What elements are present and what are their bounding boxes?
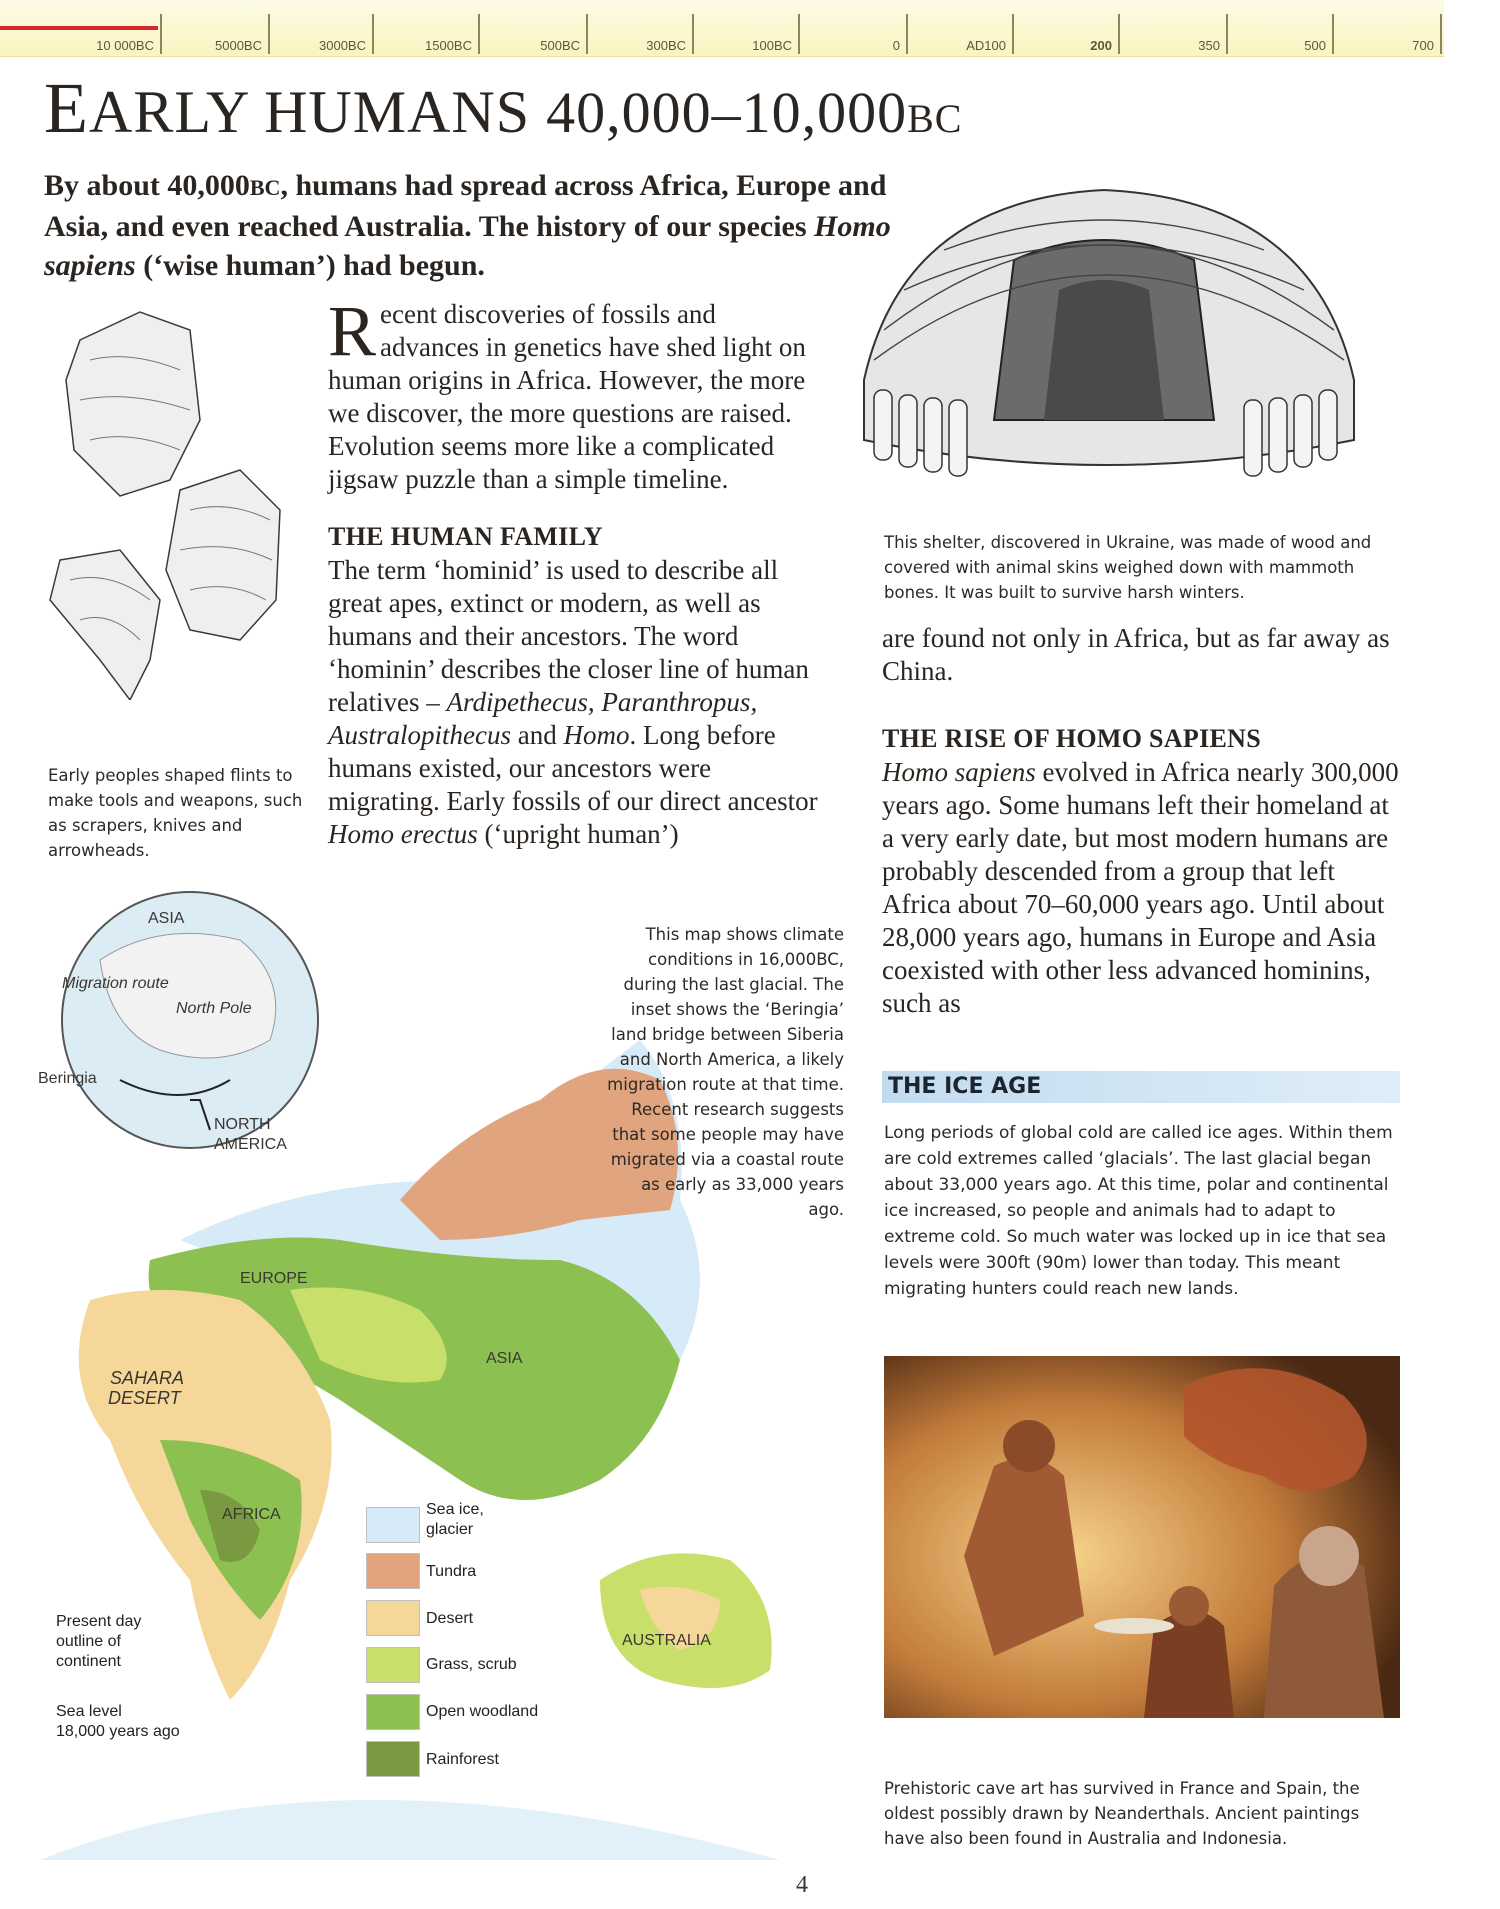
legend-label-woodland: Open woodland	[426, 1703, 539, 1720]
intro-bc: BC	[249, 175, 281, 200]
timeline-tick	[692, 14, 694, 54]
legend-swatch-woodland	[366, 1694, 420, 1730]
inset-label-migration: Migration route	[62, 975, 169, 992]
timeline-label: 700	[1412, 38, 1434, 53]
opening-text: ecent discoveries of fossils and advances in genetics have shed light on human origins in Africa. However, the more we discover, the more questions are raised. Evolution seems more like a complicated jigsaw puzzle than a simple timeline.	[328, 299, 806, 494]
intro-text: (‘wise human’) had begun.	[135, 249, 485, 282]
title-dates: 40,000–10,000	[546, 80, 908, 145]
intro-text: By about 40,000	[44, 169, 250, 202]
ice-age-heading: THE ICE AGE	[882, 1071, 1400, 1103]
article-column-left	[328, 291, 818, 851]
article-column-right	[882, 622, 1400, 1020]
legend-label-glacier: glacier	[426, 1521, 474, 1538]
family-homo: Homo	[563, 720, 630, 750]
legend-swatch-sea-ice	[366, 1507, 420, 1543]
legend-swatch-tundra	[366, 1553, 420, 1589]
family-text: . Long before humans existed, our ancestors were migrating. Early fossils of our direct ancestor	[328, 720, 818, 816]
sea-level-note-1: Sea level	[56, 1703, 122, 1720]
map-label-africa: AFRICA	[222, 1506, 281, 1523]
timeline-label: 0	[892, 38, 900, 53]
knife-flint-icon	[166, 470, 280, 640]
legend-swatch-desert	[366, 1600, 420, 1636]
page-title	[44, 68, 963, 155]
family-text: (‘upright human’)	[477, 819, 679, 849]
scraper-flint-icon	[66, 312, 200, 496]
timeline-label: 500	[1304, 38, 1326, 53]
intro-species: Homo sapiens	[44, 210, 891, 282]
outline-note-2: outline of	[56, 1633, 121, 1650]
lamp-bowl-icon	[1094, 1618, 1174, 1634]
flint-tools-illustration	[40, 300, 290, 700]
flints-caption: Early peoples shaped flints to make tools and weapons, such as scrapers, knives and arrowheads.	[48, 766, 303, 860]
timeline-label: 5000BC	[215, 38, 262, 53]
inset-label-asia: ASIA	[148, 910, 185, 927]
timeline-tick	[798, 14, 800, 54]
legend-label-tundra: Tundra	[426, 1563, 477, 1580]
map-label-sahara: SAHARA	[110, 1368, 185, 1388]
legend-label-grass: Grass, scrub	[426, 1656, 517, 1673]
timeline-label: 10 000BC	[96, 38, 154, 53]
inset-label-north-pole: North Pole	[176, 1000, 252, 1017]
human-family-paragraph	[328, 554, 818, 851]
timeline-tick	[478, 14, 480, 54]
ice-age-paragraph: Long periods of global cold are called ice ages. Within them are cold extremes called ‘glacials’. The last glacial began about 33,000 years ago. At this time, polar and continental ice increased, so people and animals had to adapt to extreme cold. So much water was locked up in ice that sea levels were 300ft (90m) lower than today. This meant migrating hunters could reach new lands.	[884, 1123, 1393, 1299]
timeline-tick	[1226, 14, 1228, 54]
timeline-label: 300BC	[646, 38, 686, 53]
timeline-label: 500BC	[540, 38, 580, 53]
timeline-bar	[0, 0, 1444, 57]
outline-note-1: Present day	[56, 1613, 142, 1630]
timeline-label: 100BC	[752, 38, 792, 53]
map-caption: This map shows climate conditions in 16,000BC, during the last glacial. The inset shows the ‘Beringia’ land bridge between Siberia and North America, a likely migration route at that time. Recent research suggests that some people may have migrated via a coastal route as early as 33,000 years ago.	[607, 925, 844, 1219]
opening-paragraph	[328, 291, 818, 496]
title-initial: E	[44, 68, 89, 148]
family-genera: Ardipethecus, Paranthropus, Australopithecus	[328, 687, 758, 750]
family-text: and	[511, 720, 564, 750]
inset-label-beringia: Beringia	[38, 1070, 97, 1087]
legend-swatch-grass	[366, 1647, 420, 1683]
title-text: ARLY HUMANS	[88, 79, 531, 145]
timeline-label: AD100	[966, 38, 1006, 53]
legend-label-sea-ice: Sea ice,	[426, 1501, 484, 1518]
legend-label-desert: Desert	[426, 1610, 474, 1627]
legend-label-rainforest: Rainforest	[426, 1751, 499, 1768]
dropcap: R	[328, 291, 377, 371]
arrowhead-flint-icon	[50, 550, 160, 700]
continued-paragraph: are found not only in Africa, but as far away as China.	[882, 623, 1390, 686]
timeline-tick	[1440, 14, 1442, 54]
timeline-label: 350	[1198, 38, 1220, 53]
map-label-europe: EUROPE	[240, 1270, 308, 1287]
human-family-heading: THE HUMAN FAMILY	[328, 522, 603, 551]
family-text: The term ‘hominid’ is used to describe all great apes, extinct or modern, as well as humans and their ancestors. The word ‘hominin’ describes the closer line of human relatives –	[328, 555, 809, 717]
title-bc: BC	[907, 96, 963, 141]
timeline-tick	[372, 14, 374, 54]
mammoth-bone-shelter-illustration	[844, 170, 1374, 500]
rise-paragraph	[882, 756, 1400, 1020]
intro-paragraph	[44, 166, 894, 285]
timeline-label: 3000BC	[319, 38, 366, 53]
family-erectus: Homo erectus	[328, 819, 478, 849]
outline-note-3: continent	[56, 1653, 121, 1670]
timeline-tick	[586, 14, 588, 54]
legend-swatch-rainforest	[366, 1741, 420, 1777]
timeline-tick	[160, 14, 162, 54]
intro-text: , humans had spread across Africa, Europe and Asia, and even reached Australia. The history of our species	[44, 169, 887, 243]
shelter-caption: This shelter, discovered in Ukraine, was made of wood and covered with animal skins weighed down with mammoth bones. It was built to survive harsh winters.	[884, 533, 1372, 602]
timeline-tick	[1332, 14, 1334, 54]
rise-text: evolved in Africa nearly 300,000 years ago. Some humans left their homeland at a very early date, but most modern humans are probably descended from a group that left Africa about 70–60,000 years ago. Until about 28,000 years ago, humans in Europe and Asia coexisted with other less advanced hominins, such as	[882, 757, 1399, 1018]
timeline-tick	[1118, 14, 1120, 54]
inset-label-america: AMERICA	[214, 1136, 287, 1153]
timeline-tick	[906, 14, 908, 54]
page-number: 4	[796, 1872, 808, 1898]
map-label-desert: DESERT	[108, 1388, 181, 1408]
cave-art-illustration	[884, 1356, 1400, 1718]
timeline-label: 1500BC	[425, 38, 472, 53]
rise-of-homo-sapiens-heading: THE RISE OF HOMO SAPIENS	[882, 724, 1261, 753]
rise-species: Homo sapiens	[882, 757, 1036, 787]
timeline-tick	[268, 14, 270, 54]
cave-art-caption: Prehistoric cave art has survived in France and Spain, the oldest possibly drawn by Neanderthals. Ancient paintings have also been found in Australia and Indonesia.	[884, 1779, 1360, 1848]
timeline-label: 200	[1090, 38, 1112, 53]
timeline-current-marker	[0, 26, 158, 30]
map-label-australia: AUSTRALIA	[622, 1632, 711, 1649]
map-label-asia: ASIA	[486, 1350, 523, 1367]
inset-label-north: NORTH	[214, 1116, 271, 1133]
sea-level-note-2: 18,000 years ago	[56, 1723, 180, 1740]
timeline-tick	[1012, 14, 1014, 54]
